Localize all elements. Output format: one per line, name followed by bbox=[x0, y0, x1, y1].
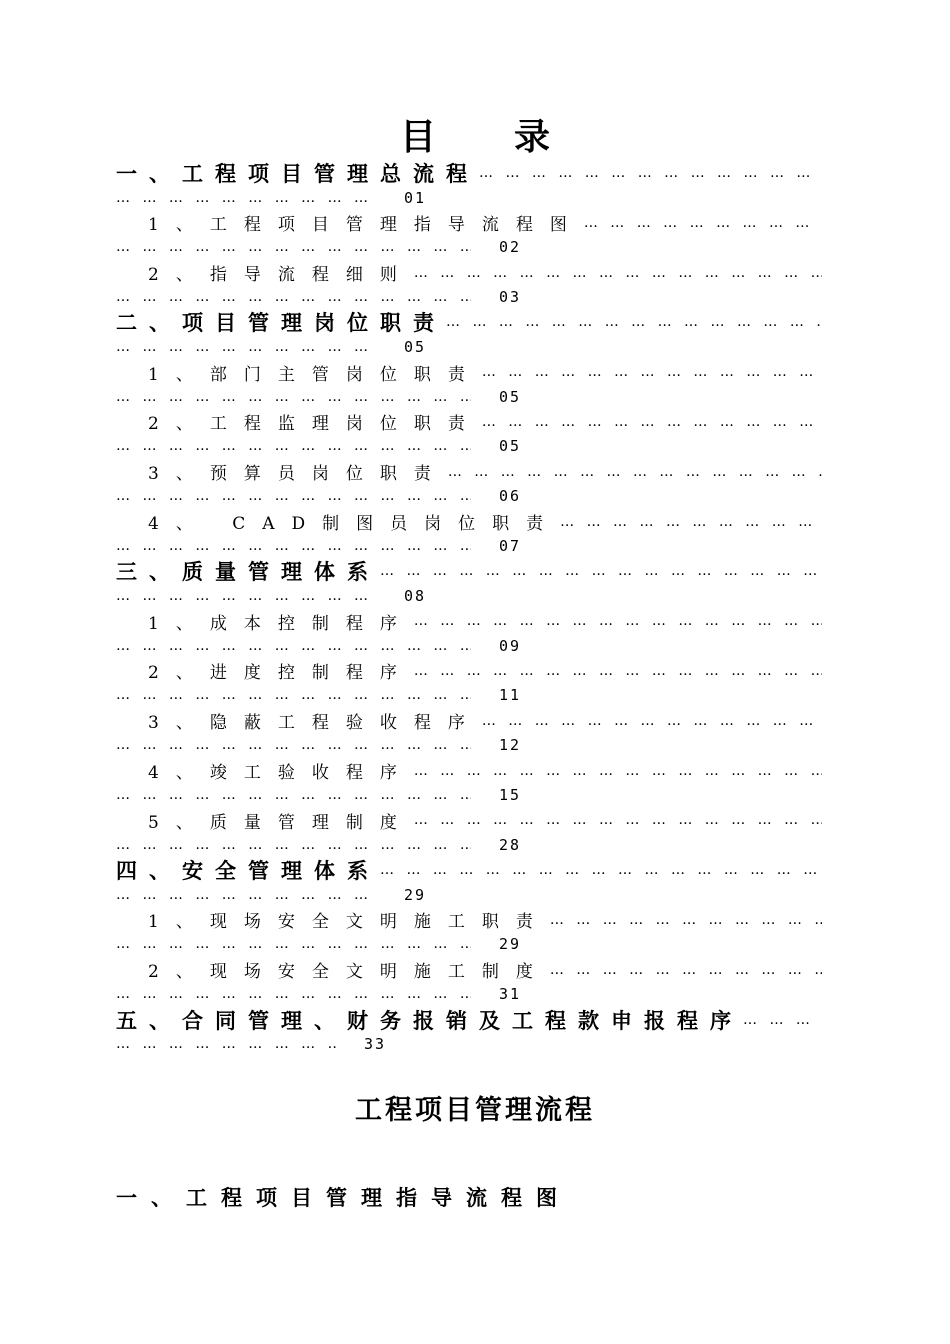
toc-leader-dots bbox=[560, 514, 822, 530]
toc-leader-dots bbox=[414, 613, 822, 629]
toc-entry-label: 3、预算员岗位职责 bbox=[148, 464, 448, 485]
toc-leader-dots bbox=[116, 638, 471, 654]
toc-title-left: 目 bbox=[399, 117, 436, 158]
toc-leader-dots bbox=[116, 488, 471, 504]
toc-page-number: 01 bbox=[404, 188, 427, 207]
toc-title-right: 录 bbox=[514, 117, 551, 158]
toc-entry[interactable] bbox=[116, 210, 822, 260]
toc-entry-label: 四、安全管理体系 bbox=[116, 859, 380, 884]
toc-entry[interactable] bbox=[116, 608, 822, 658]
toc-page-number: 06 bbox=[499, 487, 522, 506]
toc-entry[interactable] bbox=[116, 260, 822, 310]
section-heading: 一、工程项目管理指导流程图 bbox=[116, 1186, 571, 1210]
toc-entry[interactable] bbox=[116, 907, 822, 957]
toc-entry-label: 1、部门主管岗位职责 bbox=[148, 364, 482, 385]
toc-leader-dots bbox=[116, 887, 376, 903]
toc-entry[interactable] bbox=[116, 758, 822, 808]
toc-list bbox=[116, 160, 822, 1056]
toc-entry-label: 二、项目管理岗位职责 bbox=[116, 311, 446, 336]
toc-page-number: 29 bbox=[404, 885, 427, 904]
toc-entry[interactable] bbox=[116, 807, 822, 857]
toc-entry[interactable] bbox=[116, 309, 822, 359]
toc-entry-label: 三、质量管理体系 bbox=[116, 560, 380, 585]
toc-page-number: 12 bbox=[499, 736, 522, 755]
toc-leader-dots bbox=[414, 265, 822, 281]
toc-page-number: 08 bbox=[404, 586, 427, 605]
toc-leader-dots bbox=[116, 687, 471, 703]
toc-leader-dots bbox=[116, 239, 471, 255]
toc-entry[interactable] bbox=[116, 160, 822, 210]
toc-leader-dots bbox=[550, 962, 822, 978]
toc-leader-dots bbox=[482, 364, 822, 380]
toc-page-number: 28 bbox=[499, 835, 522, 854]
toc-leader-dots bbox=[414, 763, 822, 779]
toc-entry[interactable] bbox=[116, 857, 822, 907]
toc-leader-dots bbox=[116, 936, 471, 952]
toc-leader-dots bbox=[414, 812, 822, 828]
toc-page-number: 33 bbox=[364, 1035, 387, 1054]
toc-leader-dots bbox=[482, 414, 822, 430]
toc-entry-label: 2、工程监理岗位职责 bbox=[148, 414, 482, 435]
toc-entry[interactable] bbox=[116, 1007, 822, 1057]
toc-entry-label: 一、工程项目管理总流程 bbox=[116, 162, 479, 186]
toc-page-number: 03 bbox=[499, 288, 522, 307]
toc-page-number: 15 bbox=[499, 786, 522, 805]
toc-entry[interactable] bbox=[116, 708, 822, 758]
toc-leader-dots bbox=[380, 862, 822, 878]
toc-leader-dots bbox=[482, 713, 822, 729]
toc-leader-dots bbox=[116, 289, 471, 305]
toc-leader-dots bbox=[446, 314, 822, 330]
section-title: 工程项目管理流程 bbox=[355, 1095, 595, 1126]
toc-leader-dots bbox=[116, 986, 471, 1002]
toc-leader-dots bbox=[448, 464, 822, 480]
toc-page-number: 29 bbox=[499, 935, 522, 954]
toc-entry[interactable] bbox=[116, 359, 822, 409]
toc-leader-dots bbox=[479, 165, 822, 181]
toc-leader-dots bbox=[550, 912, 822, 928]
toc-entry-label: 4、 CAD制图员岗位职责 bbox=[148, 514, 561, 535]
toc-leader-dots bbox=[116, 438, 471, 454]
toc-leader-dots bbox=[116, 190, 376, 206]
toc-leader-dots bbox=[743, 1012, 822, 1028]
toc-page-number: 02 bbox=[499, 238, 522, 257]
toc-leader-dots bbox=[584, 215, 822, 231]
toc-entry-label: 3、隐蔽工程验收程序 bbox=[148, 713, 482, 734]
toc-leader-dots bbox=[116, 538, 471, 554]
toc-entry[interactable] bbox=[116, 409, 822, 459]
toc-page-number: 11 bbox=[499, 686, 522, 705]
toc-page-number: 05 bbox=[499, 387, 522, 406]
toc-entry[interactable] bbox=[116, 459, 822, 509]
toc-leader-dots bbox=[116, 588, 376, 604]
toc-page-number: 05 bbox=[499, 437, 522, 456]
toc-page-number: 07 bbox=[499, 537, 522, 556]
toc-leader-dots bbox=[116, 837, 471, 853]
toc-entry-label: 5、质量管理制度 bbox=[148, 812, 414, 833]
toc-leader-dots bbox=[116, 339, 376, 355]
toc-page-number: 09 bbox=[499, 636, 522, 655]
toc-leader-dots bbox=[116, 389, 471, 405]
toc-entry[interactable] bbox=[116, 658, 822, 708]
toc-entry[interactable] bbox=[116, 957, 822, 1007]
toc-entry[interactable] bbox=[116, 509, 822, 559]
toc-leader-dots bbox=[414, 663, 822, 679]
toc-entry-label: 2、现场安全文明施工制度 bbox=[148, 962, 550, 983]
toc-entry-label: 2、进度控制程序 bbox=[148, 663, 414, 684]
toc-entry-label: 1、工程项目管理指导流程图 bbox=[148, 215, 584, 236]
toc-leader-dots bbox=[116, 737, 471, 753]
toc-entry-label: 2、指导流程细则 bbox=[148, 265, 414, 286]
toc-entry-label: 1、成本控制程序 bbox=[148, 613, 414, 634]
toc-page-number: 05 bbox=[404, 337, 427, 356]
toc-page-number: 31 bbox=[499, 985, 522, 1004]
toc-entry[interactable] bbox=[116, 558, 822, 608]
toc-title bbox=[0, 112, 950, 164]
toc-leader-dots bbox=[116, 787, 471, 803]
toc-entry-label: 五、合同管理、财务报销及工程款申报程序 bbox=[116, 1008, 743, 1033]
toc-leader-dots bbox=[380, 563, 822, 579]
toc-entry-label: 4、竣工验收程序 bbox=[148, 763, 414, 784]
toc-entry-label: 1、现场安全文明施工职责 bbox=[148, 912, 550, 933]
toc-leader-dots bbox=[116, 1036, 336, 1052]
